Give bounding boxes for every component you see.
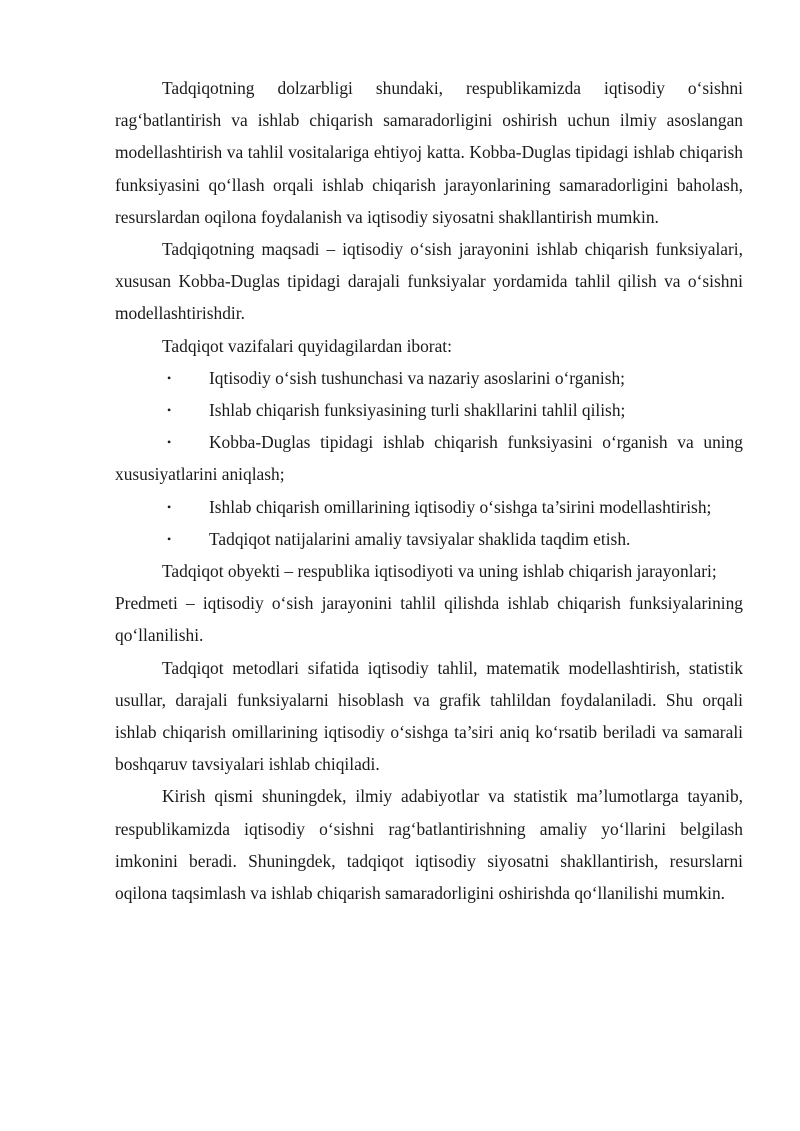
bullet-icon: • — [167, 435, 172, 450]
bullet-icon: • — [167, 370, 172, 385]
list-item — [115, 426, 743, 490]
paragraph-tasks-intro: Tadqiqot vazifalari quyidagilardan iborat: — [162, 335, 452, 356]
paragraph-goal: Tadqiqotning maqsadi – iqtisodiy o‘sish jarayonini ishlab chiqarish funksiyalari, xususan Kobba-Duglas tipidagi darajali funksiyalar yordamida tahlil qilish va o‘sishni modellashtirishdir. — [115, 239, 743, 324]
bullet-icon: • — [167, 403, 172, 418]
paragraph-relevance: Tadqiqotning dolzarbligi shundaki, respublikamizda iqtisodiy o‘sishni rag‘batlantirish va ishlab chiqarish samaradorligini oshirish uchun ilmiy asoslangan modellashtirish va tahlil vositalariga ehtiyoj katta. Kobba-Duglas tipidagi ishlab chiqarish funksiyasini qo‘llash orqali ishlab chiqarish jarayonlarining samaradorligini baholash, resurslardan oqilona foydalanish va iqtisodiy siyosatni shakllantirish mumkin. — [115, 78, 743, 227]
list-item — [115, 523, 743, 555]
bullet-icon: • — [167, 531, 172, 546]
paragraph-subject: Predmeti – iqtisodiy o‘sish jarayonini tahlil qilishda ishlab chiqarish funksiyalarining qo‘llanilishi. — [115, 593, 743, 646]
list-item-text: Kobba-Duglas tipidagi ishlab chiqarish funksiyasini o‘rganish va uning xususiyatlarini aniqlash; — [115, 432, 743, 485]
list-item — [115, 362, 743, 394]
paragraph-object: Tadqiqot obyekti – respublika iqtisodiyoti va uning ishlab chiqarish jarayonlari; — [162, 561, 717, 582]
list-item — [115, 491, 743, 523]
bullet-icon: • — [167, 499, 172, 514]
paragraph-introduction: Kirish qismi shuningdek, ilmiy adabiyotlar va statistik ma’lumotlarga tayanib, respublikamizda iqtisodiy o‘sishni rag‘batlantirishning amaliy yo‘llarini belgilash imkonini beradi. Shuningdek, tadqiqot iqtisodiy siyosatni shakllantirish, resurslarni oqilona taqsimlash va ishlab chiqarish samaradorligini oshirishda qo‘llanilishi mumkin. — [115, 786, 743, 904]
list-item-text: Ishlab chiqarish omillarining iqtisodiy o‘sishga ta’sirini modellashtirish; — [209, 496, 712, 517]
list-item-text: Iqtisodiy o‘sish tushunchasi va nazariy asoslarini o‘rganish; — [209, 367, 626, 388]
list-item-text: Ishlab chiqarish funksiyasining turli shakllarini tahlil qilish; — [209, 400, 626, 421]
list-item-text: Tadqiqot natijalarini amaliy tavsiyalar shaklida taqdim etish. — [209, 528, 631, 549]
document-body — [115, 72, 743, 909]
paragraph-methods: Tadqiqot metodlari sifatida iqtisodiy tahlil, matematik modellashtirish, statistik usullar, darajali funksiyalarni hisoblash va grafik tahlildan foydalaniladi. Shu orqali ishlab chiqarish omillarining iqtisodiy o‘sishga ta’siri aniq ko‘rsatib beriladi va samarali boshqaruv tavsiyalari ishlab chiqiladi. — [115, 657, 743, 775]
list-item — [115, 394, 743, 426]
tasks-list — [115, 362, 743, 555]
